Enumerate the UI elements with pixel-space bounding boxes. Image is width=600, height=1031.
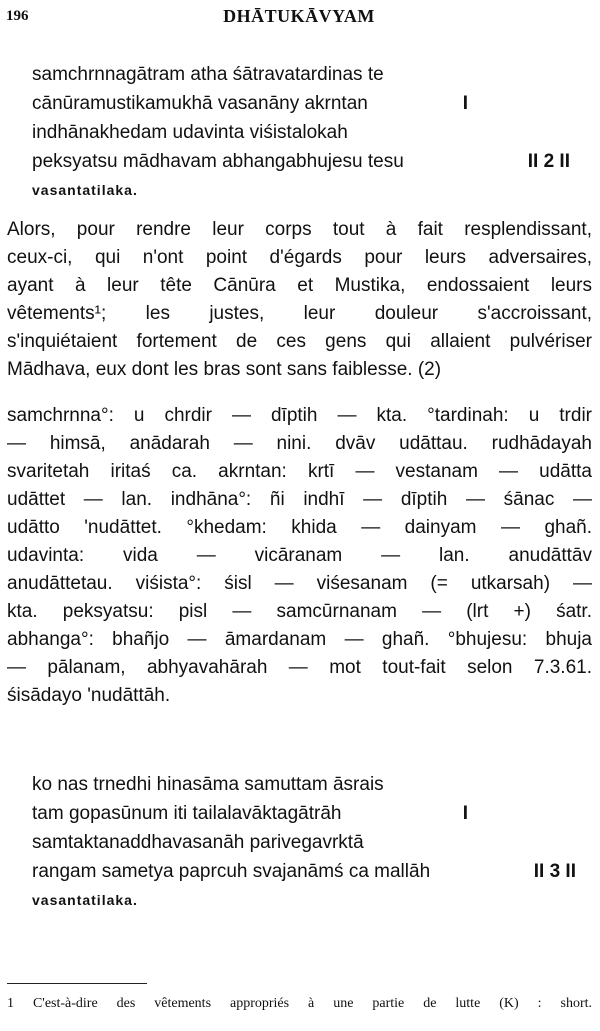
running-head	[6, 5, 592, 27]
commentary-line: anudāttetau. viśista°: śisl — viśesanam (= utkarsah) —	[7, 573, 592, 594]
verse-3	[32, 770, 580, 914]
commentary-line: udavinta: vida — vicāranam — lan. anudāttāv	[7, 545, 592, 566]
translation-line: vêtements¹; les justes, leur douleur s'accroissant,	[7, 303, 592, 324]
verse-line: indhānakhedam udavinta viśistalokah	[32, 122, 348, 143]
verse-line: peksyatsu mādhavam abhangabhujesu tesu II 2 II	[32, 147, 580, 176]
translation-line: ayant à leur tête Cānūra et Mustika, endossaient leurs	[7, 275, 592, 296]
meter-label: vasantatilaka.	[32, 182, 138, 198]
commentary-line: kta. peksyatsu: pisl — samcūrnanam — (lrt +) śatr.	[7, 601, 592, 622]
meter-label: vasantatilaka.	[32, 892, 138, 908]
commentary-line: svaritetah iritaś ca. akrntan: krtī — vestanam — udātta	[7, 461, 592, 482]
verse-line: samtaktanaddhavasanāh parivegavrktā	[32, 832, 364, 853]
commentary-line: udātto 'nudāttet. °khedam: khida — dainyam — ghañ.	[7, 517, 592, 538]
commentary-paragraph	[7, 402, 592, 710]
commentary-line: samchrnna°: u chrdir — dīptih — kta. °tardinah: u trdir	[7, 405, 592, 426]
translation-line: s'inquiétaient fortement de ces gens qui allaient pulvériser	[7, 331, 592, 352]
verse-line: tam gopasūnum iti tailalavāktagātrāh I	[32, 799, 580, 828]
translation-line: Alors, pour rendre leur corps tout à fait resplendissant,	[7, 219, 592, 240]
commentary-line: śisādayo 'nudāttāh.	[7, 685, 171, 706]
verse-line: samchrnnagātram atha śātravatardinas te	[32, 64, 384, 85]
commentary-line: — himsā, anādarah — nini. dvāv udāttau. rudhādayah	[7, 433, 592, 454]
translation-line: ceux-ci, qui n'ont point d'égards pour leurs adversaires,	[7, 247, 592, 268]
running-title: DHĀTUKĀVYAM	[223, 6, 375, 26]
commentary-line: abhanga°: bhañjo — āmardanam — ghañ. °bhujesu: bhuja	[7, 629, 592, 650]
commentary-line: — pālanam, abhyavahārah — mot tout-fait selon 7.3.61.	[7, 657, 592, 678]
verse-line: rangam sametya paprcuh svajanāmś ca mallāh II 3 II	[32, 857, 580, 886]
half-verse-marker: I	[462, 93, 468, 114]
footnote: 1 C'est-à-dire des vêtements appropriés à une partie de lutte (K) : short.	[7, 996, 592, 1011]
commentary-line: udāttet — lan. indhāna°: ñi indhī — dīptih — śānac —	[7, 489, 592, 510]
translation-line: Mādhava, eux dont les bras sont sans faiblesse. (2)	[7, 359, 442, 380]
half-verse-marker: I	[462, 803, 468, 824]
verse-line: ko nas trnedhi hinasāma samuttam āsrais	[32, 774, 384, 795]
verse-number-marker: II 2 II	[527, 151, 570, 172]
footnote-divider	[7, 983, 147, 984]
page-number: 196	[6, 8, 29, 24]
verse-number-marker: II 3 II	[533, 861, 576, 882]
translation-paragraph	[7, 216, 592, 384]
verse-2	[32, 60, 580, 204]
verse-line: cānūramustikamukhā vasanāny akrntan I	[32, 89, 580, 118]
